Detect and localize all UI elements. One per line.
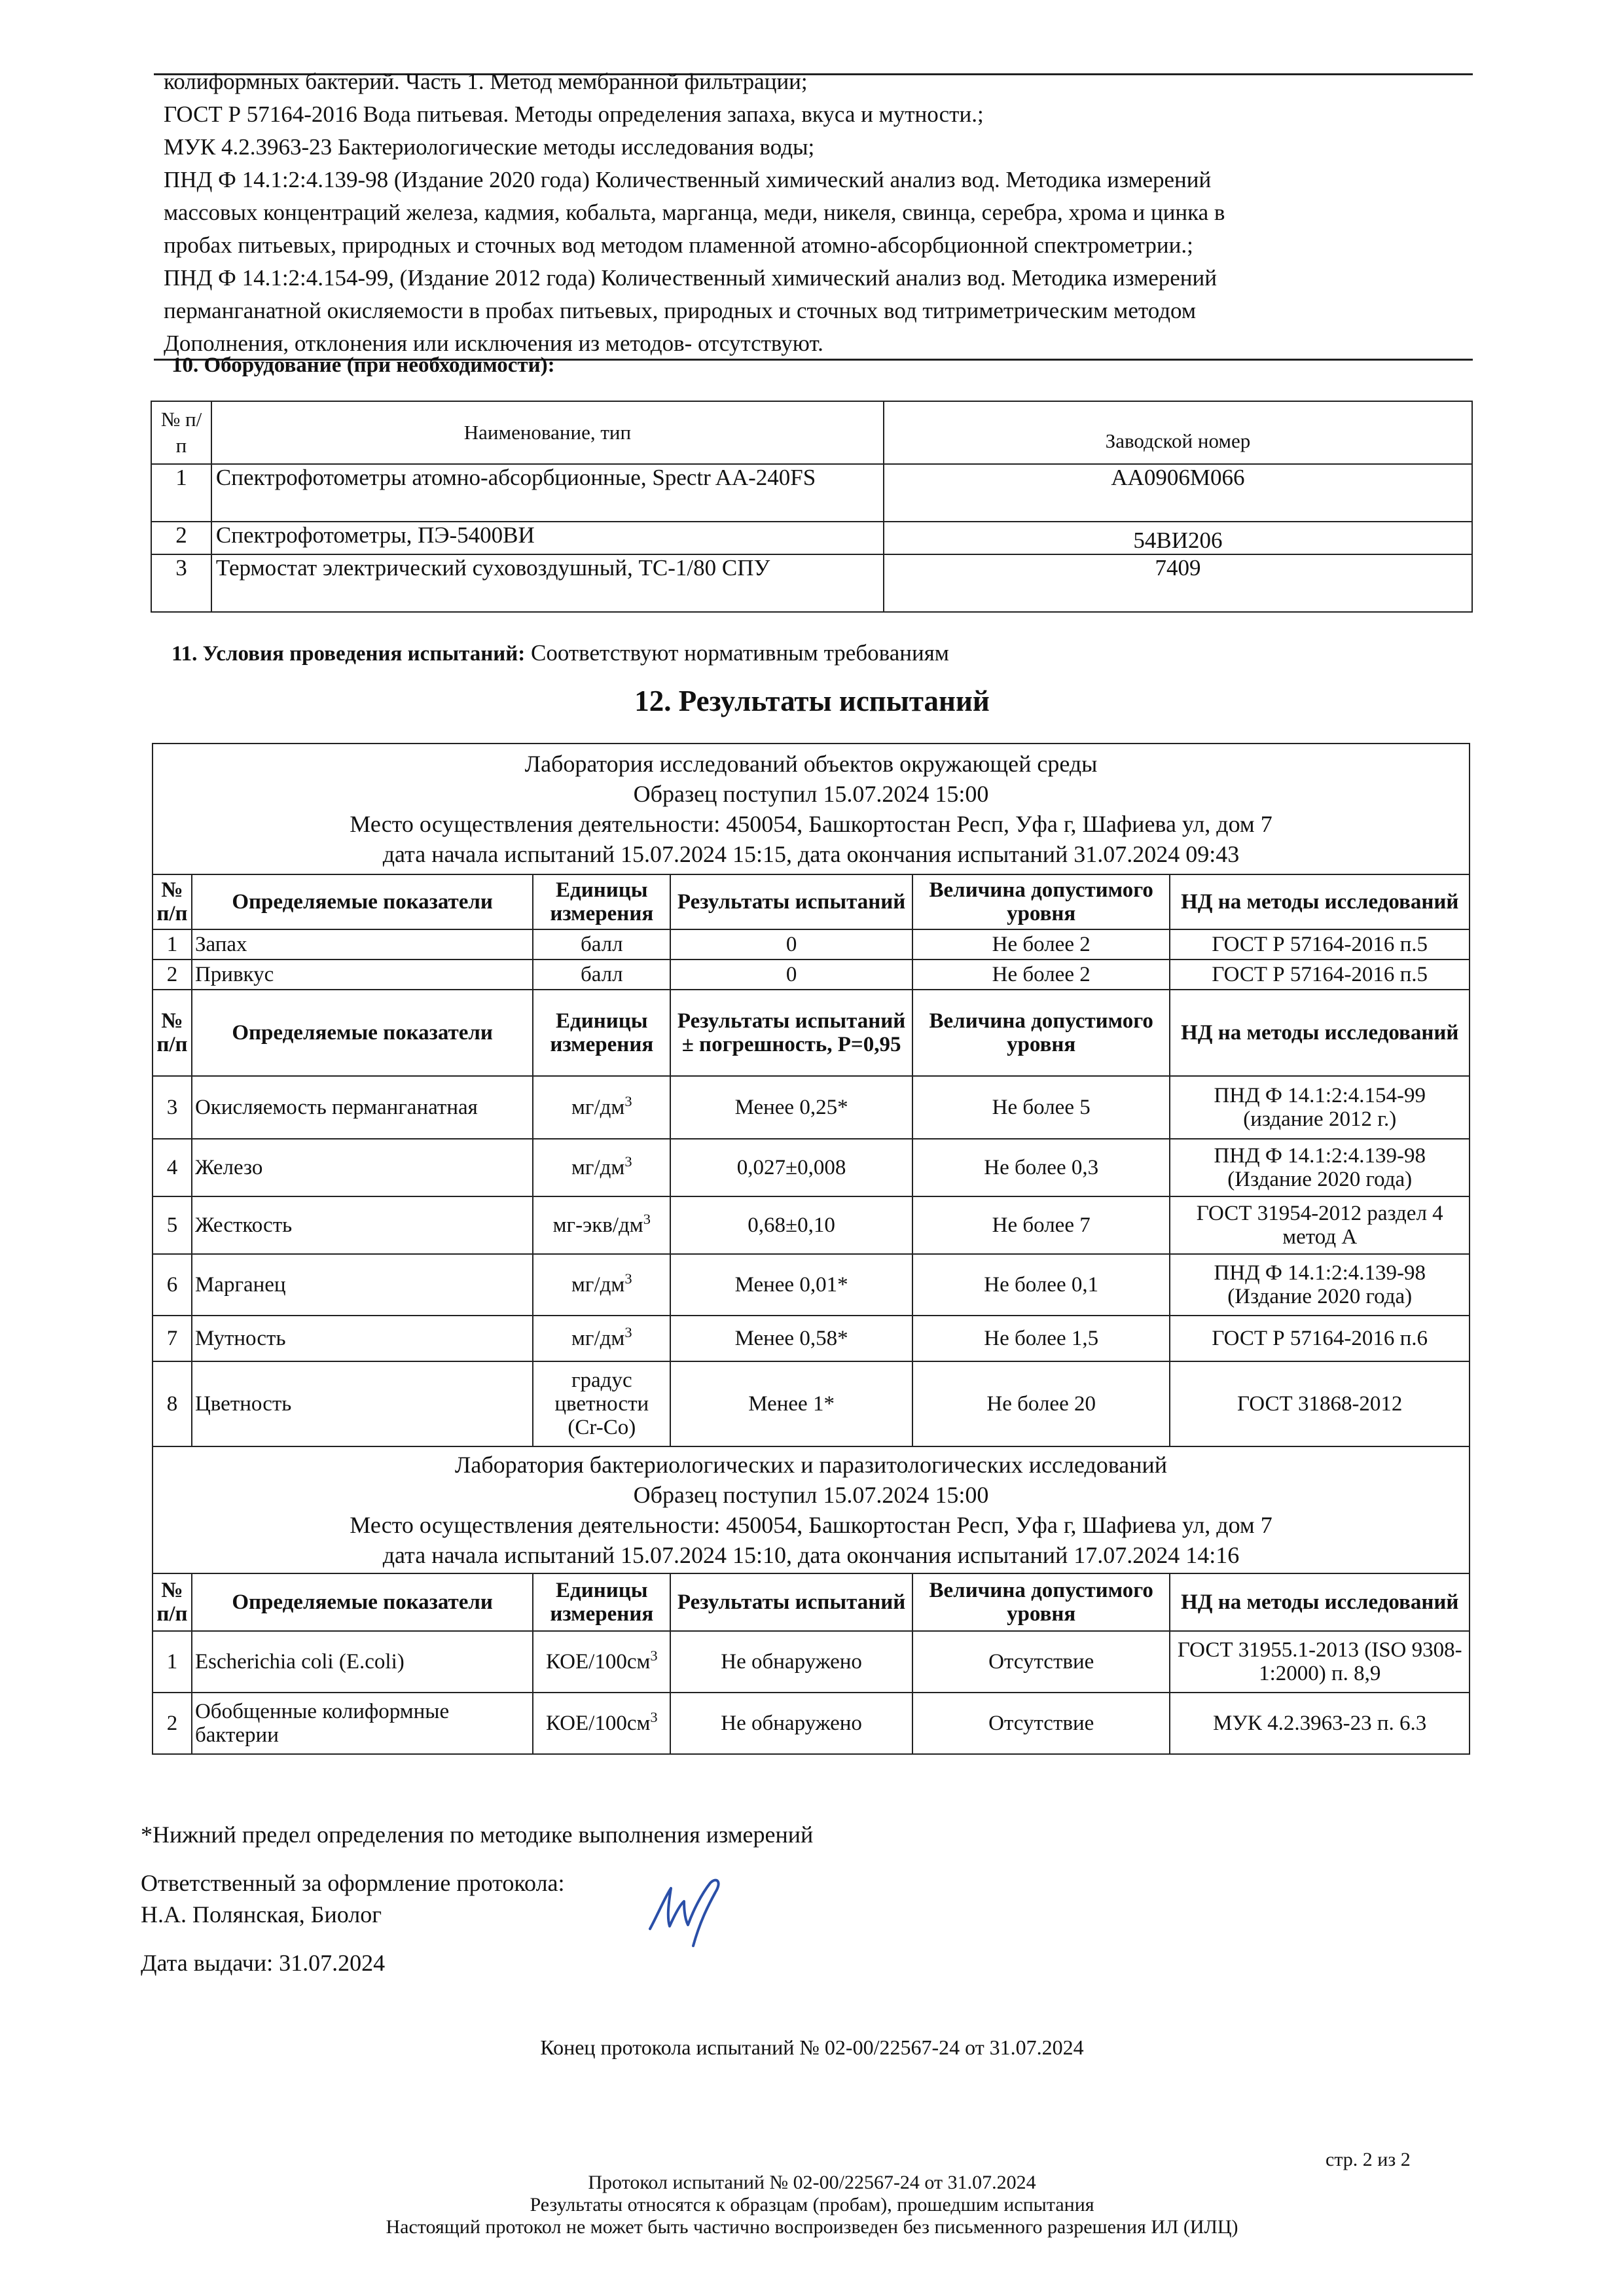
table-row xyxy=(151,554,1472,612)
unit-text: КОЕ/100см xyxy=(545,1650,651,1674)
conditions-value: Соответствуют нормативным требованиям xyxy=(531,640,949,666)
footer-line: Протокол испытаний № 02-00/22567-24 от 31.07.2024 xyxy=(588,2172,1036,2193)
unit-sup: 3 xyxy=(650,1709,658,1725)
cell-name: Привкус xyxy=(192,960,533,990)
table-row xyxy=(151,464,1472,522)
page-number: стр. 2 из 2 xyxy=(1326,2149,1411,2170)
cell-n: 1 xyxy=(151,464,211,522)
col-header: НД на методы исследований xyxy=(1170,990,1470,1076)
cell-limit: Отсутствие xyxy=(912,1693,1170,1754)
cell-name: Термостат электрический суховоздушный, ТС-1/80 СПУ xyxy=(211,554,884,612)
unit-text: мг-экв/дм xyxy=(552,1213,643,1237)
cell-name: Цветность xyxy=(192,1361,533,1446)
col-header: № п/п xyxy=(153,990,192,1076)
cell-serial: 7409 xyxy=(884,554,1472,612)
results-title: 12. Результаты испытаний xyxy=(634,685,990,717)
col-header: Результаты испытаний xyxy=(670,1573,912,1631)
cell-result: Менее 0,58* xyxy=(670,1316,912,1361)
cell-n: 3 xyxy=(151,554,211,612)
methods-line: ПНД Ф 14.1:2:4.139-98 (Издание 2020 года) Количественный химический анализ вод. Методика измерений xyxy=(164,167,1212,192)
methods-line: Дополнения, отклонения или исключения из методов- отсутствуют. xyxy=(164,331,823,356)
cell-name: Окисляемость перманганатная xyxy=(192,1076,533,1139)
methods-line: МУК 4.2.3963-23 Бактериологические методы исследования воды; xyxy=(164,134,815,160)
table-row xyxy=(151,522,1472,554)
cell-unit xyxy=(533,1196,670,1254)
cell-name: Спектрофотометры, ПЭ-5400ВИ xyxy=(211,522,884,554)
col-header: НД на методы исследований xyxy=(1170,1573,1470,1631)
cell-unit xyxy=(533,1631,670,1693)
col-header: Единицы измерения xyxy=(533,990,670,1076)
cell-unit: балл xyxy=(533,929,670,960)
footer-line: Результаты относятся к образцам (пробам), прошедшим испытания xyxy=(530,2194,1094,2215)
cell-name: Обобщенные колиформные бактерии xyxy=(192,1693,533,1754)
unit-sup: 3 xyxy=(643,1211,651,1227)
cell-nd: ПНД Ф 14.1:2:4.139-98 (Издание 2020 года) xyxy=(1170,1139,1470,1196)
col-header: Определяемые показатели xyxy=(192,1573,533,1631)
cell-nd: ГОСТ Р 57164-2016 п.5 xyxy=(1170,960,1470,990)
unit-sup: 3 xyxy=(624,1153,632,1170)
cell-result: 0 xyxy=(670,960,912,990)
footer-line: Настоящий протокол не может быть частично воспроизведен без письменного разрешения ИЛ (ИЛЦ) xyxy=(386,2216,1238,2238)
table-row xyxy=(153,960,1470,990)
col-header: Результаты испытаний ± погрешность, P=0,95 xyxy=(670,990,912,1076)
table-row xyxy=(153,1361,1470,1446)
cell-nd: ГОСТ Р 57164-2016 п.5 xyxy=(1170,929,1470,960)
conditions xyxy=(171,640,949,666)
lab2-line: Место осуществления деятельности: 450054, Башкортостан Респ, Уфа г, Шафиева ул, дом 7 xyxy=(350,1512,1272,1538)
table-row xyxy=(153,1139,1470,1196)
cell-name: Железо xyxy=(192,1139,533,1196)
cell-serial: AA0906M066 xyxy=(884,464,1472,522)
methods-line: ПНД Ф 14.1:2:4.154-99, (Издание 2012 года) Количественный химический анализ вод. Методика измерений xyxy=(164,265,1217,291)
cell-unit xyxy=(533,1254,670,1316)
col-header: Определяемые показатели xyxy=(192,874,533,929)
cell-name: Мутность xyxy=(192,1316,533,1361)
cell-limit: Не более 0,3 xyxy=(912,1139,1170,1196)
cell-limit: Отсутствие xyxy=(912,1631,1170,1693)
footnote: *Нижний предел определения по методике выполнения измерений xyxy=(141,1821,814,1848)
unit-text: мг/дм xyxy=(571,1096,625,1119)
unit-text: мг/дм xyxy=(571,1273,625,1297)
cell-limit: Не более 0,1 xyxy=(912,1254,1170,1316)
col-header: Единицы измерения xyxy=(533,874,670,929)
cell-unit xyxy=(533,1076,670,1139)
cell-unit: градус цветности (Cr-Co) xyxy=(533,1361,670,1446)
methods-line: массовых концентраций железа, кадмия, кобальта, марганца, меди, никеля, свинца, серебра, хрома и цинка в xyxy=(164,200,1225,225)
methods-line: колиформных бактерий. Часть 1. Метод мембранной фильтрации; xyxy=(164,69,808,94)
cell-name: Escherichia coli (E.coli) xyxy=(192,1631,533,1693)
signature xyxy=(645,1869,736,1954)
lab1-info-row xyxy=(153,744,1470,874)
table-row xyxy=(153,1316,1470,1361)
issue-date: Дата выдачи: 31.07.2024 xyxy=(141,1950,386,1976)
cell-serial: 54ВИ206 xyxy=(884,522,1472,554)
cell-nd: МУК 4.2.3963-23 п. 6.3 xyxy=(1170,1693,1470,1754)
cell-name: Запах xyxy=(192,929,533,960)
col-header: Величина допустимого уровня xyxy=(912,990,1170,1076)
cell-n: 2 xyxy=(153,1693,192,1754)
unit-text: КОЕ/100см xyxy=(545,1712,651,1735)
table-row xyxy=(153,1693,1470,1754)
col-header: Результаты испытаний xyxy=(670,874,912,929)
col-header: № п/п xyxy=(151,401,211,464)
responsible-label: Ответственный за оформление протокола: xyxy=(141,1870,565,1896)
cell-result: 0,68±0,10 xyxy=(670,1196,912,1254)
cell-nd: ГОСТ 31955.1-2013 (ISO 9308-1:2000) п. 8,9 xyxy=(1170,1631,1470,1693)
cell-unit: балл xyxy=(533,960,670,990)
unit-text: мг/дм xyxy=(571,1327,625,1350)
end-of-protocol: Конец протокола испытаний № 02-00/22567-24 от 31.07.2024 xyxy=(540,2036,1084,2059)
col-header: Заводской номер xyxy=(884,401,1472,464)
unit-sup: 3 xyxy=(624,1270,632,1287)
cell-n: 5 xyxy=(153,1196,192,1254)
cell-n: 2 xyxy=(151,522,211,554)
table-row xyxy=(153,1631,1470,1693)
cell-limit: Не более 2 xyxy=(912,929,1170,960)
cell-limit: Не более 2 xyxy=(912,960,1170,990)
cell-n: 7 xyxy=(153,1316,192,1361)
col-header: Наименование, тип xyxy=(211,401,884,464)
cell-result: Менее 0,25* xyxy=(670,1076,912,1139)
cell-unit xyxy=(533,1139,670,1196)
cell-result: Менее 1* xyxy=(670,1361,912,1446)
results-table xyxy=(152,743,1470,1755)
lab2-info xyxy=(153,1446,1470,1573)
lab1-line: Лаборатория исследований объектов окружающей среды xyxy=(524,751,1098,777)
table-row xyxy=(153,1076,1470,1139)
unit-sup: 3 xyxy=(624,1093,632,1109)
cell-name: Марганец xyxy=(192,1254,533,1316)
cell-n: 1 xyxy=(153,1631,192,1693)
col-header: НД на методы исследований xyxy=(1170,874,1470,929)
table-header-row xyxy=(153,990,1470,1076)
cell-result: 0 xyxy=(670,929,912,960)
table-header-row xyxy=(153,874,1470,929)
table-header-row xyxy=(153,1573,1470,1631)
cell-limit: Не более 1,5 xyxy=(912,1316,1170,1361)
cell-limit: Не более 20 xyxy=(912,1361,1170,1446)
lab1-line: Образец поступил 15.07.2024 15:00 xyxy=(633,781,989,807)
cell-n: 4 xyxy=(153,1139,192,1196)
cell-limit: Не более 7 xyxy=(912,1196,1170,1254)
methods-list xyxy=(164,65,1466,360)
table-row xyxy=(153,1196,1470,1254)
lab1-info xyxy=(153,744,1470,874)
cell-limit: Не более 5 xyxy=(912,1076,1170,1139)
table-header-row xyxy=(151,401,1472,464)
cell-name: Спектрофотометры атомно-абсорбционные, Spectr AA-240FS xyxy=(211,464,884,522)
cell-n: 6 xyxy=(153,1254,192,1316)
col-header: Единицы измерения xyxy=(533,1573,670,1631)
unit-text: мг/дм xyxy=(571,1156,625,1179)
table-row xyxy=(153,929,1470,960)
methods-line: пробах питьевых, природных и сточных вод методом пламенной атомно-абсорбционной спектрометрии.; xyxy=(164,232,1193,258)
cell-name: Жесткость xyxy=(192,1196,533,1254)
cell-result: Менее 0,01* xyxy=(670,1254,912,1316)
cell-result: Не обнаружено xyxy=(670,1693,912,1754)
col-header: Определяемые показатели xyxy=(192,990,533,1076)
lab2-info-row xyxy=(153,1446,1470,1573)
col-header: Величина допустимого уровня xyxy=(912,1573,1170,1631)
cell-nd: ПНД Ф 14.1:2:4.154-99 (издание 2012 г.) xyxy=(1170,1076,1470,1139)
col-header: Величина допустимого уровня xyxy=(912,874,1170,929)
lab1-line: Место осуществления деятельности: 450054, Башкортостан Респ, Уфа г, Шафиева ул, дом 7 xyxy=(350,811,1272,837)
cell-nd: ГОСТ 31954-2012 раздел 4 метод А xyxy=(1170,1196,1470,1254)
cell-n: 3 xyxy=(153,1076,192,1139)
lab2-line: Лаборатория бактериологических и паразитологических исследований xyxy=(454,1452,1168,1478)
equipment-title: 10. Оборудование (при необходимости): xyxy=(171,353,555,377)
unit-sup: 3 xyxy=(650,1647,658,1664)
cell-nd: ГОСТ 31868-2012 xyxy=(1170,1361,1470,1446)
lab1-line: дата начала испытаний 15.07.2024 15:15, дата окончания испытаний 31.07.2024 09:43 xyxy=(382,841,1240,867)
conditions-label: 11. Условия проведения испытаний: xyxy=(171,642,526,666)
methods-line: ГОСТ Р 57164-2016 Вода питьевая. Методы определения запаха, вкуса и мутности.; xyxy=(164,101,984,127)
lab2-line: Образец поступил 15.07.2024 15:00 xyxy=(633,1482,989,1508)
cell-unit xyxy=(533,1316,670,1361)
cell-nd: ГОСТ Р 57164-2016 п.6 xyxy=(1170,1316,1470,1361)
responsible-name: Н.А. Полянская, Биолог xyxy=(141,1901,382,1928)
methods-line: перманганатной окисляемости в пробах питьевых, природных и сточных вод титриметрическим методом xyxy=(164,298,1196,323)
equipment-table xyxy=(151,401,1473,613)
cell-n: 8 xyxy=(153,1361,192,1446)
cell-nd: ПНД Ф 14.1:2:4.139-98 (Издание 2020 года) xyxy=(1170,1254,1470,1316)
col-header: № п/п xyxy=(153,1573,192,1631)
col-header: № п/п xyxy=(153,874,192,929)
cell-result: 0,027±0,008 xyxy=(670,1139,912,1196)
table-row xyxy=(153,1254,1470,1316)
cell-n: 1 xyxy=(153,929,192,960)
unit-sup: 3 xyxy=(624,1324,632,1340)
cell-result: Не обнаружено xyxy=(670,1631,912,1693)
cell-n: 2 xyxy=(153,960,192,990)
lab2-line: дата начала испытаний 15.07.2024 15:10, дата окончания испытаний 17.07.2024 14:16 xyxy=(382,1542,1240,1568)
cell-unit xyxy=(533,1693,670,1754)
